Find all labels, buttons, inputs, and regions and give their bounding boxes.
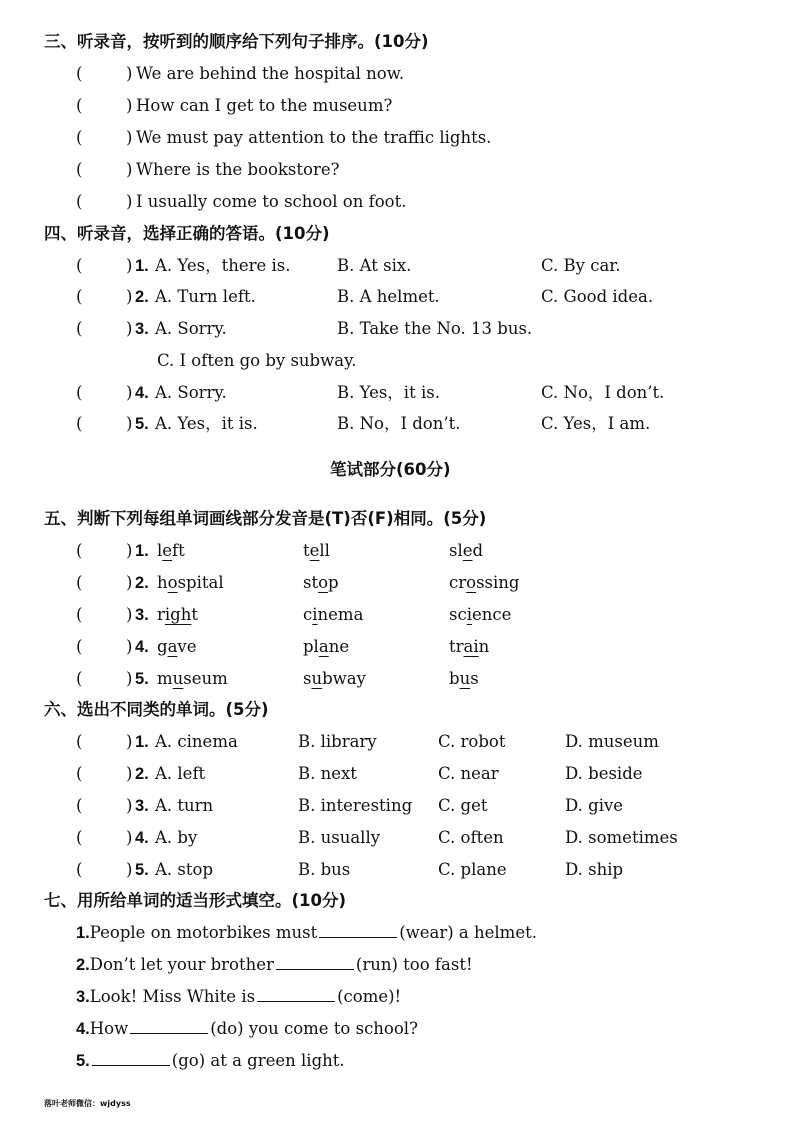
word-part: st	[303, 573, 319, 592]
answer-paren-open: (	[76, 573, 83, 592]
question-number: 5.	[135, 415, 149, 433]
answer-paren-close: )	[126, 669, 133, 688]
word-part: n	[478, 637, 490, 656]
question-number: 1.	[135, 733, 149, 751]
answer-paren-close: )	[126, 128, 133, 147]
sentence-start: People on motorbikes must	[89, 923, 318, 942]
answer-blank[interactable]	[319, 921, 397, 938]
word-part: seum	[183, 669, 228, 688]
question-number: 1.	[76, 924, 90, 942]
option-c: C. Good idea.	[541, 287, 654, 306]
option-d: D. ship	[565, 860, 624, 879]
option-a: A. Turn left.	[155, 287, 256, 306]
word	[449, 603, 511, 627]
sentence-start: How	[89, 1019, 129, 1038]
underlined-letters: i	[466, 605, 472, 624]
sentence-text: How can I get to the museum?	[136, 96, 393, 115]
word-part: s	[303, 669, 312, 688]
question-number: 2.	[135, 765, 149, 783]
answer-blank[interactable]	[257, 985, 335, 1002]
answer-paren-open: (	[76, 64, 83, 83]
option-b: B. Yes，it is.	[337, 383, 440, 402]
option-c: C. robot	[438, 732, 506, 751]
fill-blank-sentence	[76, 953, 473, 977]
answer-paren-open: (	[76, 287, 83, 306]
option-a: A. Yes，there is.	[155, 256, 291, 275]
underlined-letters: u	[311, 669, 323, 688]
word	[303, 603, 363, 627]
word-part: t	[303, 541, 310, 560]
answer-paren-close: )	[126, 256, 133, 275]
underlined-letters: e	[162, 541, 173, 560]
word-part: h	[157, 573, 168, 592]
option-a: A. left	[155, 764, 206, 783]
answer-paren-close: )	[126, 64, 133, 83]
word-part: ft	[172, 541, 185, 560]
word	[303, 539, 330, 563]
option-b: B. Take the No. 13 bus.	[337, 319, 533, 338]
option-c: C. often	[438, 828, 504, 847]
question-number: 5.	[76, 1052, 90, 1070]
underlined-letters: ai	[463, 637, 479, 656]
sentence-text: We must pay attention to the traffic lights.	[136, 128, 492, 147]
answer-paren-open: (	[76, 414, 83, 433]
underlined-letters: o	[167, 573, 178, 592]
option-c: C. No，I don’t.	[541, 383, 665, 402]
word-part: b	[449, 669, 460, 688]
answer-paren-close: )	[126, 637, 133, 656]
answer-paren-open: (	[76, 764, 83, 783]
sentence-start: Don’t let your brother	[89, 955, 274, 974]
option-b: B. bus	[298, 860, 351, 879]
option-a: A. Sorry.	[155, 383, 227, 402]
word-part: r	[157, 605, 165, 624]
sentence-end: (come)!	[337, 987, 402, 1006]
question-number: 4.	[135, 829, 149, 847]
option-c: C. By car.	[541, 256, 621, 275]
underlined-letters: a	[167, 637, 178, 656]
word	[449, 667, 479, 691]
answer-paren-close: )	[126, 828, 133, 847]
underlined-letters: e	[309, 541, 320, 560]
option-c: C. near	[438, 764, 499, 783]
sentence-text: Where is the bookstore?	[136, 160, 340, 179]
word-part: ve	[177, 637, 197, 656]
answer-paren-open: (	[76, 319, 83, 338]
word-part: d	[472, 541, 484, 560]
word-part: ll	[319, 541, 330, 560]
answer-paren-open: (	[76, 828, 83, 847]
option-d: D. museum	[565, 732, 659, 751]
option-b: B. interesting	[298, 796, 413, 815]
option-d: D. beside	[565, 764, 643, 783]
word-part: tr	[449, 637, 464, 656]
word-part: pl	[303, 637, 319, 656]
answer-paren-open: (	[76, 383, 83, 402]
word	[157, 571, 224, 595]
answer-paren-open: (	[76, 160, 83, 179]
answer-paren-close: )	[126, 573, 133, 592]
answer-paren-open: (	[76, 128, 83, 147]
option-a: A. cinema	[155, 732, 238, 751]
option-b: B. library	[298, 732, 377, 751]
question-number: 3.	[135, 606, 149, 624]
answer-paren-close: )	[126, 764, 133, 783]
word	[157, 603, 198, 627]
word-part: m	[157, 669, 173, 688]
underlined-letters: a	[318, 637, 329, 656]
word	[303, 667, 366, 691]
word	[157, 539, 185, 563]
question-number: 3.	[76, 988, 90, 1006]
word-part: cr	[449, 573, 467, 592]
question-number: 4.	[135, 638, 149, 656]
underlined-letters: igh	[164, 605, 192, 624]
option-a: A. Yes，it is.	[155, 414, 258, 433]
word-part: ne	[328, 637, 350, 656]
underlined-letters: e	[462, 541, 473, 560]
answer-paren-close: )	[126, 860, 133, 879]
footer-text: 落叶老师微信：wjdyss	[44, 1099, 131, 1108]
question-number: 3.	[135, 320, 149, 338]
answer-paren-open: (	[76, 605, 83, 624]
answer-paren-open: (	[76, 256, 83, 275]
question-number: 4.	[135, 384, 149, 402]
option-c: C. I often go by subway.	[157, 351, 357, 370]
answer-paren-open: (	[76, 732, 83, 751]
answer-paren-open: (	[76, 192, 83, 211]
word-part: nema	[317, 605, 364, 624]
answer-blank[interactable]	[92, 1049, 170, 1066]
option-a: A. Sorry.	[155, 319, 227, 338]
written-part-title-text: 笔试部分(60分)	[330, 460, 451, 479]
option-d: D. give	[565, 796, 624, 815]
section-3-title: 三、听录音，按听到的顺序给下列句子排序。(10分)	[44, 32, 429, 51]
answer-paren-close: )	[126, 96, 133, 115]
question-number: 2.	[76, 956, 90, 974]
sentence-start: Look! Miss White is	[89, 987, 256, 1006]
word-part: l	[157, 541, 163, 560]
answer-paren-close: )	[126, 605, 133, 624]
word	[449, 571, 519, 595]
word-part: ence	[472, 605, 512, 624]
sentence-end: (go) at a green light.	[171, 1051, 345, 1070]
option-b: B. No，I don’t.	[337, 414, 461, 433]
question-number: 3.	[135, 797, 149, 815]
word	[157, 635, 197, 659]
underlined-letters: u	[459, 669, 471, 688]
option-d: D. sometimes	[565, 828, 678, 847]
answer-paren-open: (	[76, 541, 83, 560]
answer-paren-close: )	[126, 796, 133, 815]
underlined-letters: i	[312, 605, 318, 624]
sentence-end: (run) too fast!	[355, 955, 473, 974]
sentence-text: We are behind the hospital now.	[136, 64, 405, 83]
question-number: 4.	[76, 1020, 90, 1038]
answer-paren-close: )	[126, 192, 133, 211]
word-part: s	[470, 669, 479, 688]
word	[449, 539, 483, 563]
word-part: ssing	[476, 573, 520, 592]
word	[157, 667, 228, 691]
sentence-end: (wear) a helmet.	[399, 923, 537, 942]
word	[449, 635, 489, 659]
answer-blank[interactable]	[276, 953, 354, 970]
option-c: C. get	[438, 796, 488, 815]
answer-paren-close: )	[126, 732, 133, 751]
option-a: A. turn	[155, 796, 214, 815]
fill-blank-sentence	[76, 1049, 345, 1073]
option-c: C. Yes，I am.	[541, 414, 651, 433]
answer-paren-close: )	[126, 383, 133, 402]
word-part: sc	[449, 605, 467, 624]
section-6-title: 六、选出不同类的单词。(5分)	[44, 700, 269, 719]
answer-paren-close: )	[126, 541, 133, 560]
answer-paren-close: )	[126, 160, 133, 179]
fill-blank-sentence	[76, 921, 537, 945]
underlined-letters: u	[172, 669, 184, 688]
word-part: p	[328, 573, 339, 592]
word-part: c	[303, 605, 313, 624]
fill-blank-sentence	[76, 1017, 418, 1041]
option-b: B. A helmet.	[337, 287, 440, 306]
answer-paren-close: )	[126, 319, 133, 338]
option-b: B. usually	[298, 828, 381, 847]
answer-paren-open: (	[76, 796, 83, 815]
fill-blank-sentence	[76, 985, 401, 1009]
word-part: sl	[449, 541, 463, 560]
answer-paren-open: (	[76, 96, 83, 115]
answer-paren-close: )	[126, 414, 133, 433]
option-c: C. plane	[438, 860, 507, 879]
underlined-letters: o	[466, 573, 477, 592]
answer-paren-open: (	[76, 669, 83, 688]
question-number: 5.	[135, 861, 149, 879]
word	[303, 635, 349, 659]
option-a: A. by	[155, 828, 198, 847]
sentence-text: I usually come to school on foot.	[136, 192, 407, 211]
section-7-title: 七、用所给单词的适当形式填空。(10分)	[44, 891, 347, 910]
answer-paren-open: (	[76, 860, 83, 879]
word-part: t	[191, 605, 198, 624]
section-4-title: 四、听录音，选择正确的答语。(10分)	[44, 224, 330, 243]
word-part: spital	[177, 573, 224, 592]
option-b: B. At six.	[337, 256, 412, 275]
answer-blank[interactable]	[130, 1017, 208, 1034]
answer-paren-close: )	[126, 287, 133, 306]
word-part: g	[157, 637, 168, 656]
word	[303, 571, 339, 595]
option-b: B. next	[298, 764, 357, 783]
option-a: A. stop	[155, 860, 213, 879]
question-number: 2.	[135, 574, 149, 592]
section-5-title: 五、判断下列每组单词画线部分发音是(T)否(F)相同。(5分)	[44, 509, 487, 528]
question-number: 2.	[135, 288, 149, 306]
question-number: 1.	[135, 257, 149, 275]
underlined-letters: o	[318, 573, 329, 592]
sentence-end: (do) you come to school?	[210, 1019, 418, 1038]
answer-paren-open: (	[76, 637, 83, 656]
question-number: 1.	[135, 542, 149, 560]
word-part: bway	[322, 669, 366, 688]
question-number: 5.	[135, 670, 149, 688]
